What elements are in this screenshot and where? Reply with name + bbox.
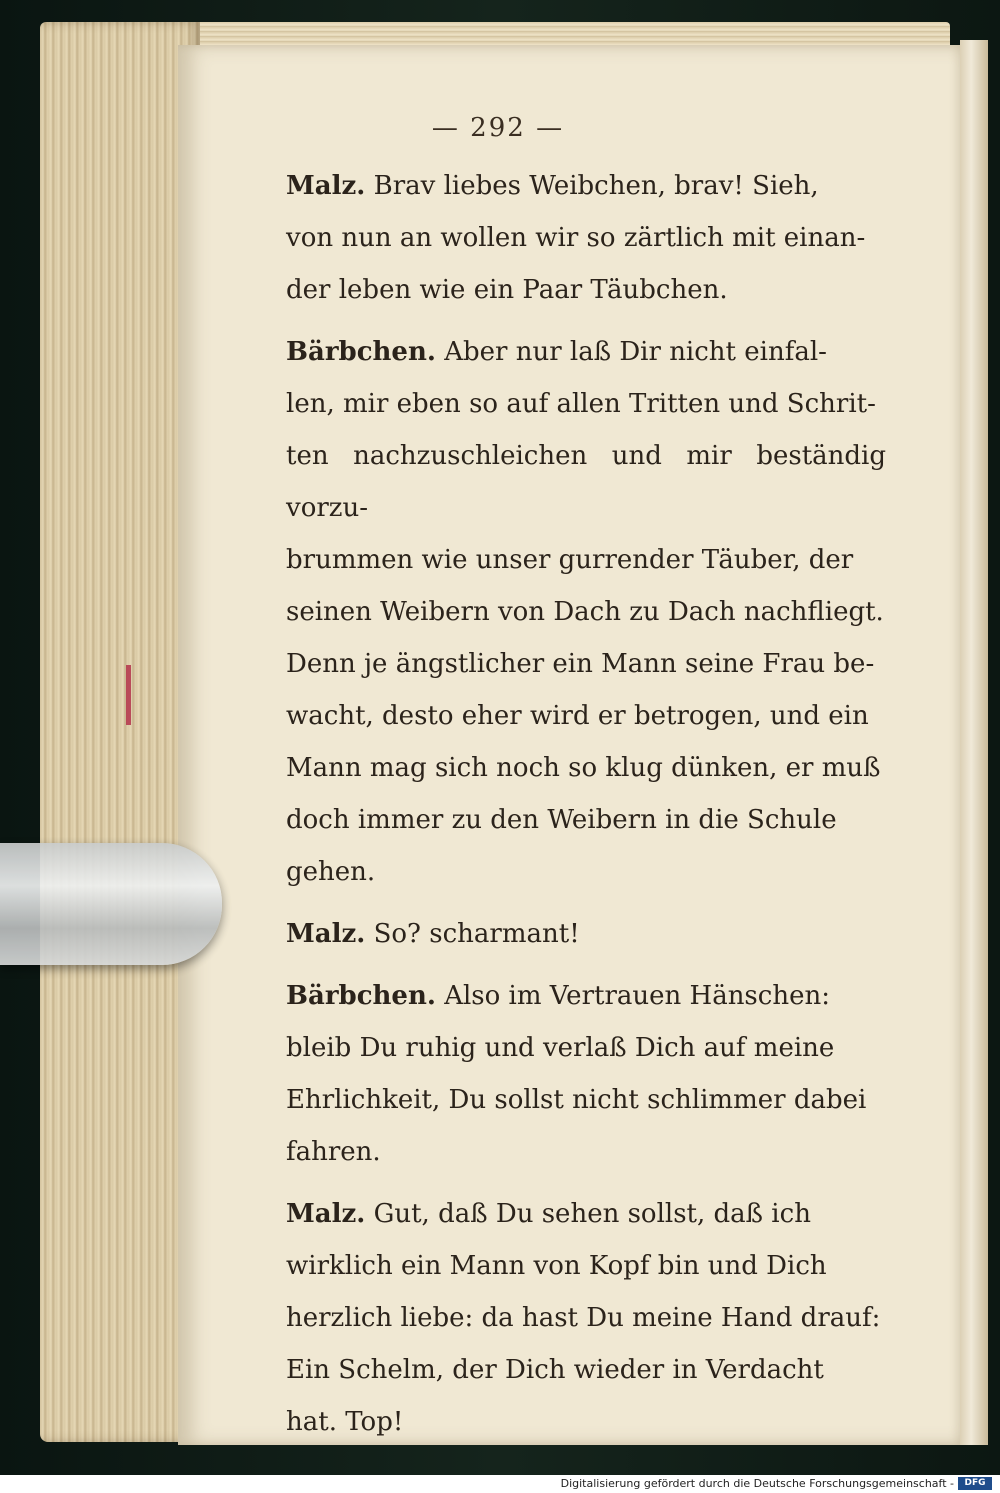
speaker-name: Malz.: [286, 171, 366, 201]
paragraph: [286, 160, 886, 316]
dfg-logo-icon: DFG: [958, 1477, 992, 1490]
page-text: [286, 160, 886, 1458]
book-page: [178, 45, 960, 1445]
facing-page-edge: [960, 40, 988, 1445]
paragraph: [286, 326, 886, 898]
book-page-edges: [40, 22, 200, 1442]
paragraph: [286, 1188, 886, 1448]
paragraph-text: Aber nur laß Dir nicht einfal- len, mir eben so auf allen Tritten und Schrit- ten nachzuschleichen und mir beständig vorzu- brummen wie unser gurrender Täuber, der seinen Weibern von Dach zu Dach nachfliegt. Denn je ängstlicher ein Mann seine Frau be- wacht, desto eher wird er betrogen, und ein Mann mag sich noch so klug dünken, er muß doch immer zu den Weibern in die Schule gehen.: [286, 337, 886, 887]
page-number: — 292 —: [431, 113, 565, 143]
metal-bookmark-clip: [0, 843, 222, 965]
speaker-name: Bärbchen.: [286, 337, 436, 367]
speaker-name: Malz.: [286, 919, 366, 949]
footer-credit: Digitalisierung gefördert durch die Deutsche Forschungsgemeinschaft -: [560, 1477, 954, 1490]
paragraph-text: Also im Vertrauen Hänschen: bleib Du ruhig und verlaß Dich auf meine Ehrlichkeit, Du sollst nicht schlimmer dabei fahren.: [286, 981, 867, 1167]
paragraph: [286, 908, 886, 960]
speaker-name: Bärbchen.: [286, 981, 436, 1011]
paragraph-text: Gut, daß Du sehen sollst, daß ich wirklich ein Mann von Kopf bin und Dich herzlich liebe: da hast Du meine Hand drauf: Ein Schelm, der Dich wieder in Verdacht hat. Top!: [286, 1199, 881, 1437]
paragraph-text: So? scharmant!: [365, 919, 580, 949]
ribbon-mark: [126, 665, 131, 725]
speaker-name: Malz.: [286, 1199, 366, 1229]
paragraph: [286, 970, 886, 1178]
paragraph-text: Brav liebes Weibchen, brav! Sieh, von nun an wollen wir so zärtlich mit einan- der leben wie ein Paar Täubchen.: [286, 171, 866, 305]
